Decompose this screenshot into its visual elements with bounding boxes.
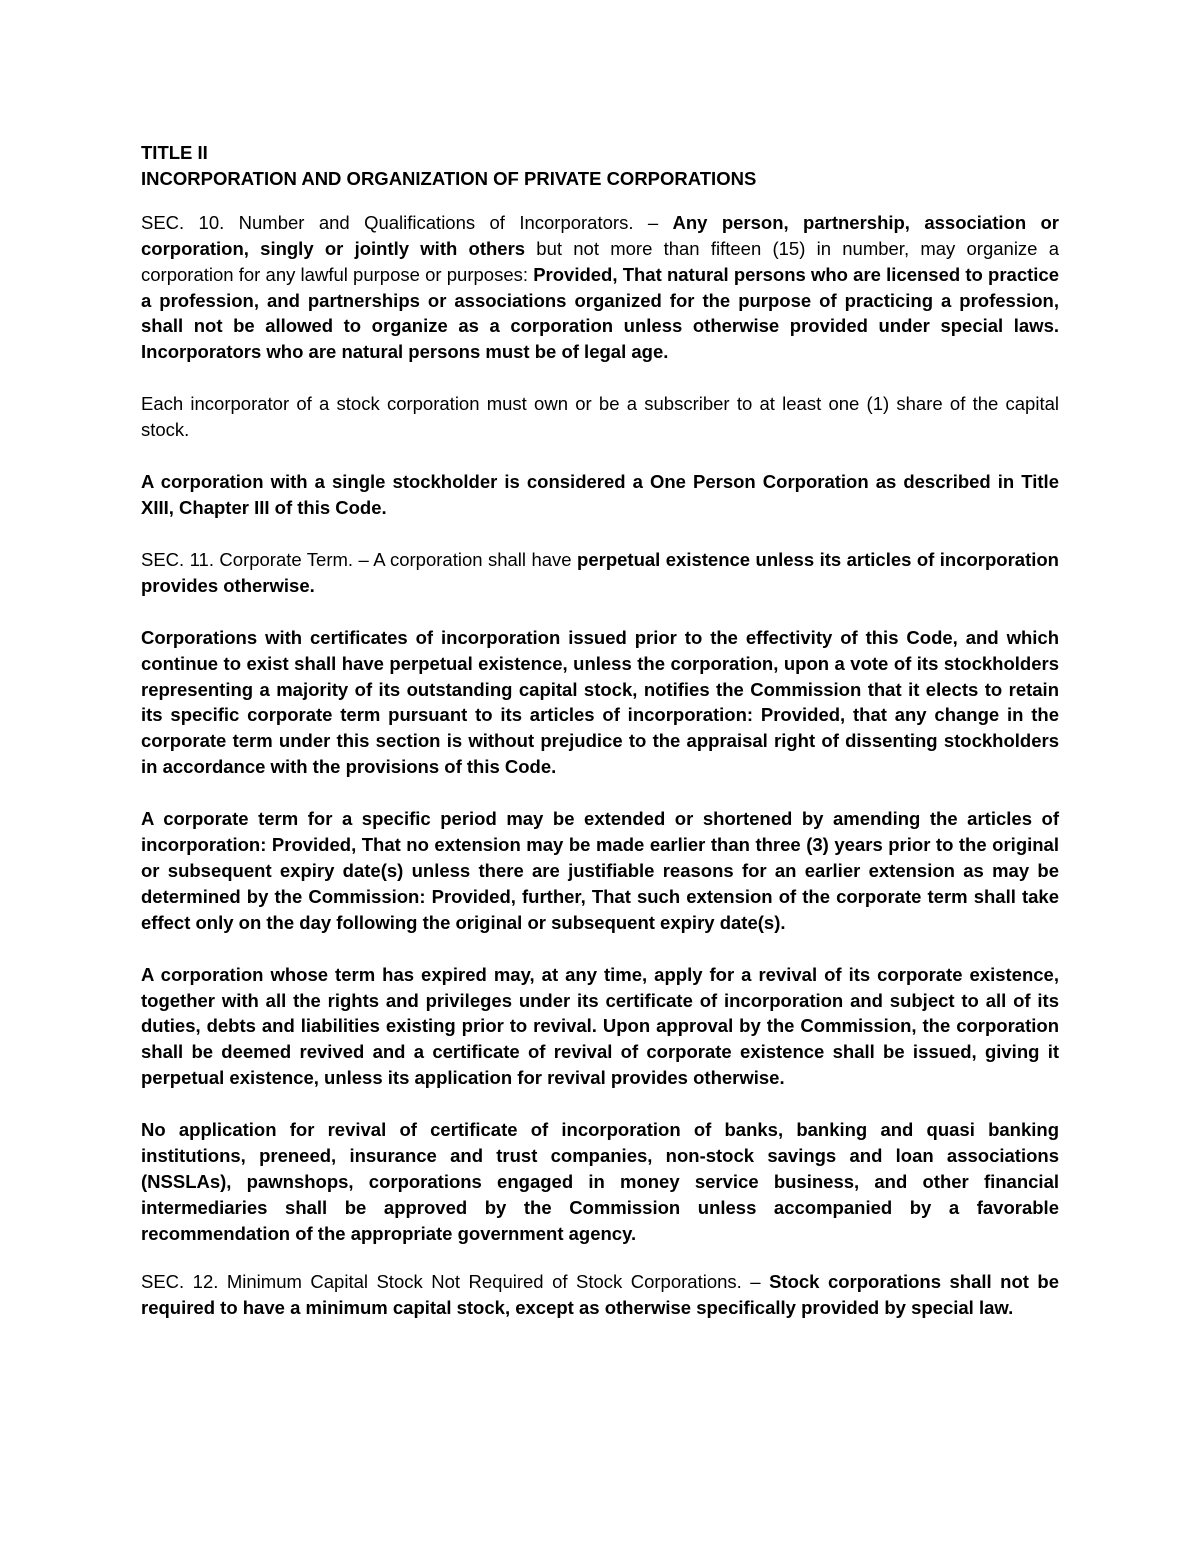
sec10-paragraph — [141, 210, 1059, 365]
sec12-paragraph — [141, 1269, 1059, 1321]
sec11-bold-1: perpetual existence unless its articles of incorporation provides otherwise. — [141, 548, 1059, 596]
sec12-bold-1: Stock corporations shall not be required to have a minimum capital stock, except as otherwise specifically provided by special law. — [141, 1270, 1059, 1318]
document-page — [141, 140, 1059, 1321]
sec10-paragraph-2: Each incorporator of a stock corporation must own or be a subscriber to at least one (1) share of the capital stock. — [141, 393, 1059, 441]
sec11-paragraph — [141, 547, 1059, 599]
sec10-regular-1: but not more than fifteen (15) in number, may organize a corporation for any lawful purpose or purposes: — [141, 237, 1059, 285]
sec11-heading: SEC. 11. Corporate Term. – A corporation shall have — [141, 548, 578, 570]
sec11-paragraph-4: A corporation whose term has expired may, at any time, apply for a revival of its corporate existence, together with all the rights and privileges under its certificate of incorporation and subject to all of its duties, debts and liabilities existing prior to revival. Upon approval by the Commission, the corporation shall be deemed revived and a certificate of revival of corporate existence shall be issued, giving it perpetual existence, unless its application for revival provides otherwise. — [141, 963, 1059, 1089]
sec10-bold-1: Any person, partnership, association or corporation, singly or jointly with others — [141, 211, 1059, 259]
sec11-paragraph-3: A corporate term for a specific period may be extended or shortened by amending the articles of incorporation: Provided, That no extension may be made earlier than three (3) years prior to the original or subsequent expiry date(s) unless there are justifiable reasons for an earlier extension as may be determined by the Commission: Provided, further, That such extension of the corporate term shall take effect only on the day following the original or subsequent expiry date(s). — [141, 808, 1059, 933]
sec12-heading: SEC. 12. Minimum Capital Stock Not Required of Stock Corporations. – — [141, 1270, 770, 1292]
title-number: TITLE II — [141, 142, 208, 163]
sec11-paragraph-5: No application for revival of certificate of incorporation of banks, banking and quasi banking institutions, preneed, insurance and trust companies, non-stock savings and loan associations (NSSLAs), pawnshops, corporations engaged in money service business, and other financial intermediaries shall be approved by the Commission unless accompanied by a favorable recommendation of the appropriate government agency. — [141, 1119, 1059, 1244]
title-heading: INCORPORATION AND ORGANIZATION OF PRIVATE CORPORATIONS — [141, 167, 757, 189]
title-block — [141, 140, 1059, 192]
sec10-heading: SEC. 10. Number and Qualifications of Incorporators. – — [141, 211, 673, 233]
sec11-paragraph-2: Corporations with certificates of incorporation issued prior to the effectivity of this Code, and which continue to exist shall have perpetual existence, unless the corporation, upon a vote of its stockholders representing a majority of its outstanding capital stock, notifies the Commission that it elects to retain its specific corporate term pursuant to its articles of incorporation: Provided, that any change in the corporate term under this section is without prejudice to the appraisal right of dissenting stockholders in accordance with the provisions of this Code. — [141, 626, 1059, 778]
sec10-bold-2: Provided, That natural persons who are licensed to practice a profession, and partnerships or associations organized for the purpose of practicing a profession, shall not be allowed to organize as a corporation unless otherwise provided under special laws. Incorporators who are natural persons must be of legal age. — [141, 263, 1059, 363]
sec10-paragraph-3: A corporation with a single stockholder is considered a One Person Corporation as described in Title XIII, Chapter III of this Code. — [141, 471, 1059, 518]
